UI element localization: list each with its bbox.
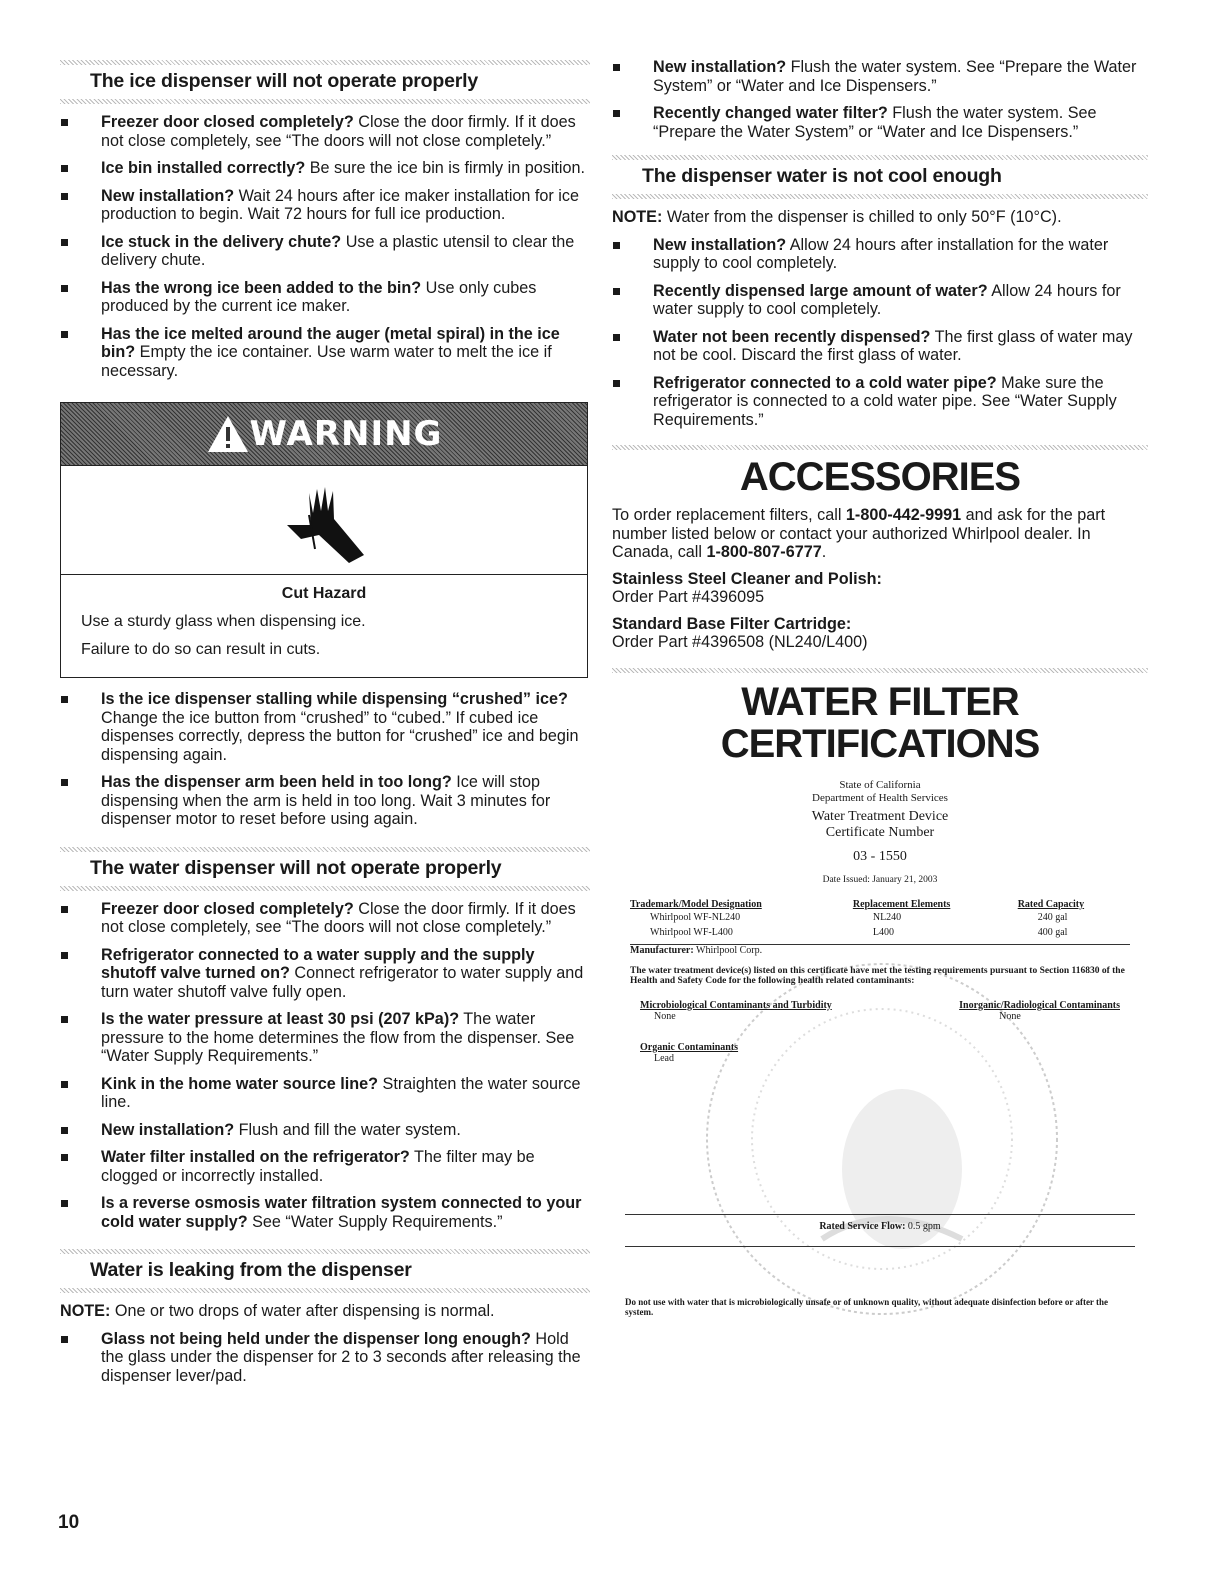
cert-manufacturer: Manufacturer: Whirlpool Corp. (630, 944, 1130, 956)
list-item: Refrigerator connected to a water supply and the supply shutoff valve turned on? Connect refrigerator to water supply and turn water shutoff valve fully open. (60, 946, 590, 1002)
water-dispenser-heading: The water dispenser will not operate properly (90, 856, 502, 879)
warning-title: WARNING (249, 414, 443, 454)
ice-dispenser-list-2 (60, 690, 590, 829)
table-row: Whirlpool WF-NL240 NL240 240 gal (650, 911, 1068, 923)
list-item: Has the ice melted around the auger (metal spiral) in the ice bin? Empty the ice container. Use warm water to melt the ice if necessary. (60, 325, 590, 381)
water-dispenser-list-cont (612, 58, 1148, 141)
list-item: Water not been recently dispensed? The first glass of water may not be cool. Discard the first glass of water. (612, 328, 1148, 365)
divider (612, 445, 1148, 450)
col-header: Replacement Elements (852, 898, 951, 910)
accessory-item-1: Stainless Steel Cleaner and Polish: Order Part #4396095 (612, 569, 882, 606)
leak-list (60, 1330, 590, 1386)
warning-banner (61, 403, 587, 465)
cert-statement: The water treatment device(s) listed on this certificate have met the testing requirements pursuant to Section 116830 of the Health and Safety Code for the following health related contaminants: (630, 965, 1125, 986)
cert-contaminants: Microbiological Contaminants and Turbidity None Inorganic/Radiological Contaminants None (640, 999, 1120, 1022)
accessories-title: ACCESSORIES (739, 455, 1021, 499)
list-item: New installation? Flush the water system. See “Prepare the Water System” or “Water and Ice Dispensers.” (612, 58, 1148, 95)
divider (612, 194, 1148, 199)
list-item: Is the ice dispenser stalling while dispensing “crushed” ice? Change the ice button from “crushed” to “cubed.” If cubed ice dispenses correctly, depress the button for “crushed” ice and begin dispensing again. (60, 690, 590, 764)
cert-disclaimer: Do not use with water that is microbiologically unsafe or of unknown quality, without adequate disinfection before or after the system. (625, 1296, 1109, 1317)
divider (60, 99, 590, 104)
list-item: Has the dispenser arm been held in too long? Ice will stop dispensing when the arm is held in too long. Wait 3 minutes for dispenser motor to reset before using again. (60, 773, 590, 829)
cert-number-label: Certificate Number (825, 824, 935, 840)
cut-hazard-icon (279, 475, 369, 565)
list-item: New installation? Wait 24 hours after ice maker installation for ice production to begin. Wait 72 hours for full ice production. (60, 187, 590, 224)
cool-water-heading: The dispenser water is not cool enough (642, 165, 1002, 187)
divider (612, 668, 1148, 673)
cert-state: State of California (839, 778, 921, 791)
list-item: Is the water pressure at least 30 psi (207 kPa)? The water pressure to the home determines the flow from the dispenser. See “Water Supply Requirements.” (60, 1010, 590, 1066)
divider (60, 1288, 590, 1293)
water-dispenser-list (60, 900, 590, 1232)
list-item: New installation? Flush and fill the water system. (60, 1121, 590, 1140)
cool-note: NOTE: Water from the dispenser is chilled to only 50°F (10°C). (612, 208, 1062, 226)
leak-heading: Water is leaking from the dispenser (90, 1259, 412, 1281)
list-item: Is a reverse osmosis water filtration system connected to your cold water supply? See “Water Supply Requirements.” (60, 1194, 590, 1231)
cool-water-list (612, 236, 1148, 430)
left-column (60, 60, 590, 1385)
list-item: Refrigerator connected to a cold water pipe? Make sure the refrigerator is connected to a cold water pipe. See “Water Supply Requirements.” (612, 374, 1148, 430)
hazard-label: Cut Hazard (281, 585, 367, 602)
list-item: Water filter installed on the refrigerator? The filter may be clogged or incorrectly installed. (60, 1148, 590, 1185)
list-item: Ice bin installed correctly? Be sure the ice bin is firmly in position. (60, 159, 590, 178)
warning-line-2: Failure to do so can result in cuts. (81, 641, 321, 658)
col-header: Rated Capacity (1017, 898, 1085, 910)
leak-note: NOTE: One or two drops of water after dispensing is normal. (60, 1302, 495, 1320)
page-number: 10 (58, 1512, 80, 1533)
list-item: Recently changed water filter? Flush the water system. See “Prepare the Water System” or “Water and Ice Dispensers.” (612, 104, 1148, 141)
list-item: Recently dispensed large amount of water? Allow 24 hours for water supply to cool completely. (612, 282, 1148, 319)
warning-triangle-icon (206, 414, 250, 454)
list-item: Glass not being held under the dispenser long enough? Hold the glass under the dispenser for 2 to 3 seconds after releasing the dispenser lever/pad. (60, 1330, 590, 1386)
accessory-item-2: Standard Base Filter Cartridge: Order Part #4396508 (NL240/L400) (612, 614, 868, 651)
list-item: New installation? Allow 24 hours after installation for the water supply to cool completely. (612, 236, 1148, 273)
cert-dept: Department of Health Services (812, 791, 948, 804)
cert-device: Water Treatment Device (811, 808, 949, 824)
warning-pictogram (61, 465, 587, 575)
warning-line-1: Use a sturdy glass when dispensing ice. (81, 613, 366, 630)
warning-box (60, 402, 588, 678)
cert-model-table (630, 899, 1130, 940)
divider (60, 886, 590, 891)
cert-date: Date Issued: January 21, 2003 (822, 874, 938, 885)
certifications-title: WATER FILTER CERTIFICATIONS (720, 679, 1040, 766)
ice-dispenser-heading: The ice dispenser will not operate properly (90, 70, 478, 92)
california-seal-watermark (702, 939, 1062, 1339)
list-item: Ice stuck in the delivery chute? Use a plastic utensil to clear the delivery chute. (60, 233, 590, 270)
ice-dispenser-list (60, 113, 590, 380)
col-header: Trademark/Model Designation (630, 898, 762, 910)
accessories-intro: To order replacement filters, call 1-800-442-9991 and ask for the part number listed below or contact your authorized Whirlpool dealer. In Canada, call 1-800-807-6777. (612, 506, 1106, 561)
cert-organic: Organic Contaminants Lead (640, 1041, 739, 1064)
list-item: Freezer door closed completely? Close the door firmly. If it does not close completely, see “The doors will not close completely.” (60, 113, 590, 150)
list-item: Kink in the home water source line? Straighten the water source line. (60, 1075, 590, 1112)
list-item: Freezer door closed completely? Close the door firmly. If it does not close completely, see “The doors will not close completely.” (60, 900, 590, 937)
cert-flow: Rated Service Flow: 0.5 gpm (625, 1214, 1135, 1247)
cert-number: 03 - 1550 (853, 848, 907, 864)
warning-text (61, 575, 587, 677)
certificate (612, 779, 1148, 1419)
list-item: Has the wrong ice been added to the bin? Use only cubes produced by the current ice maker. (60, 279, 590, 316)
table-row: Whirlpool WF-L400 L400 400 gal (650, 926, 1068, 938)
right-column (612, 58, 1148, 1419)
